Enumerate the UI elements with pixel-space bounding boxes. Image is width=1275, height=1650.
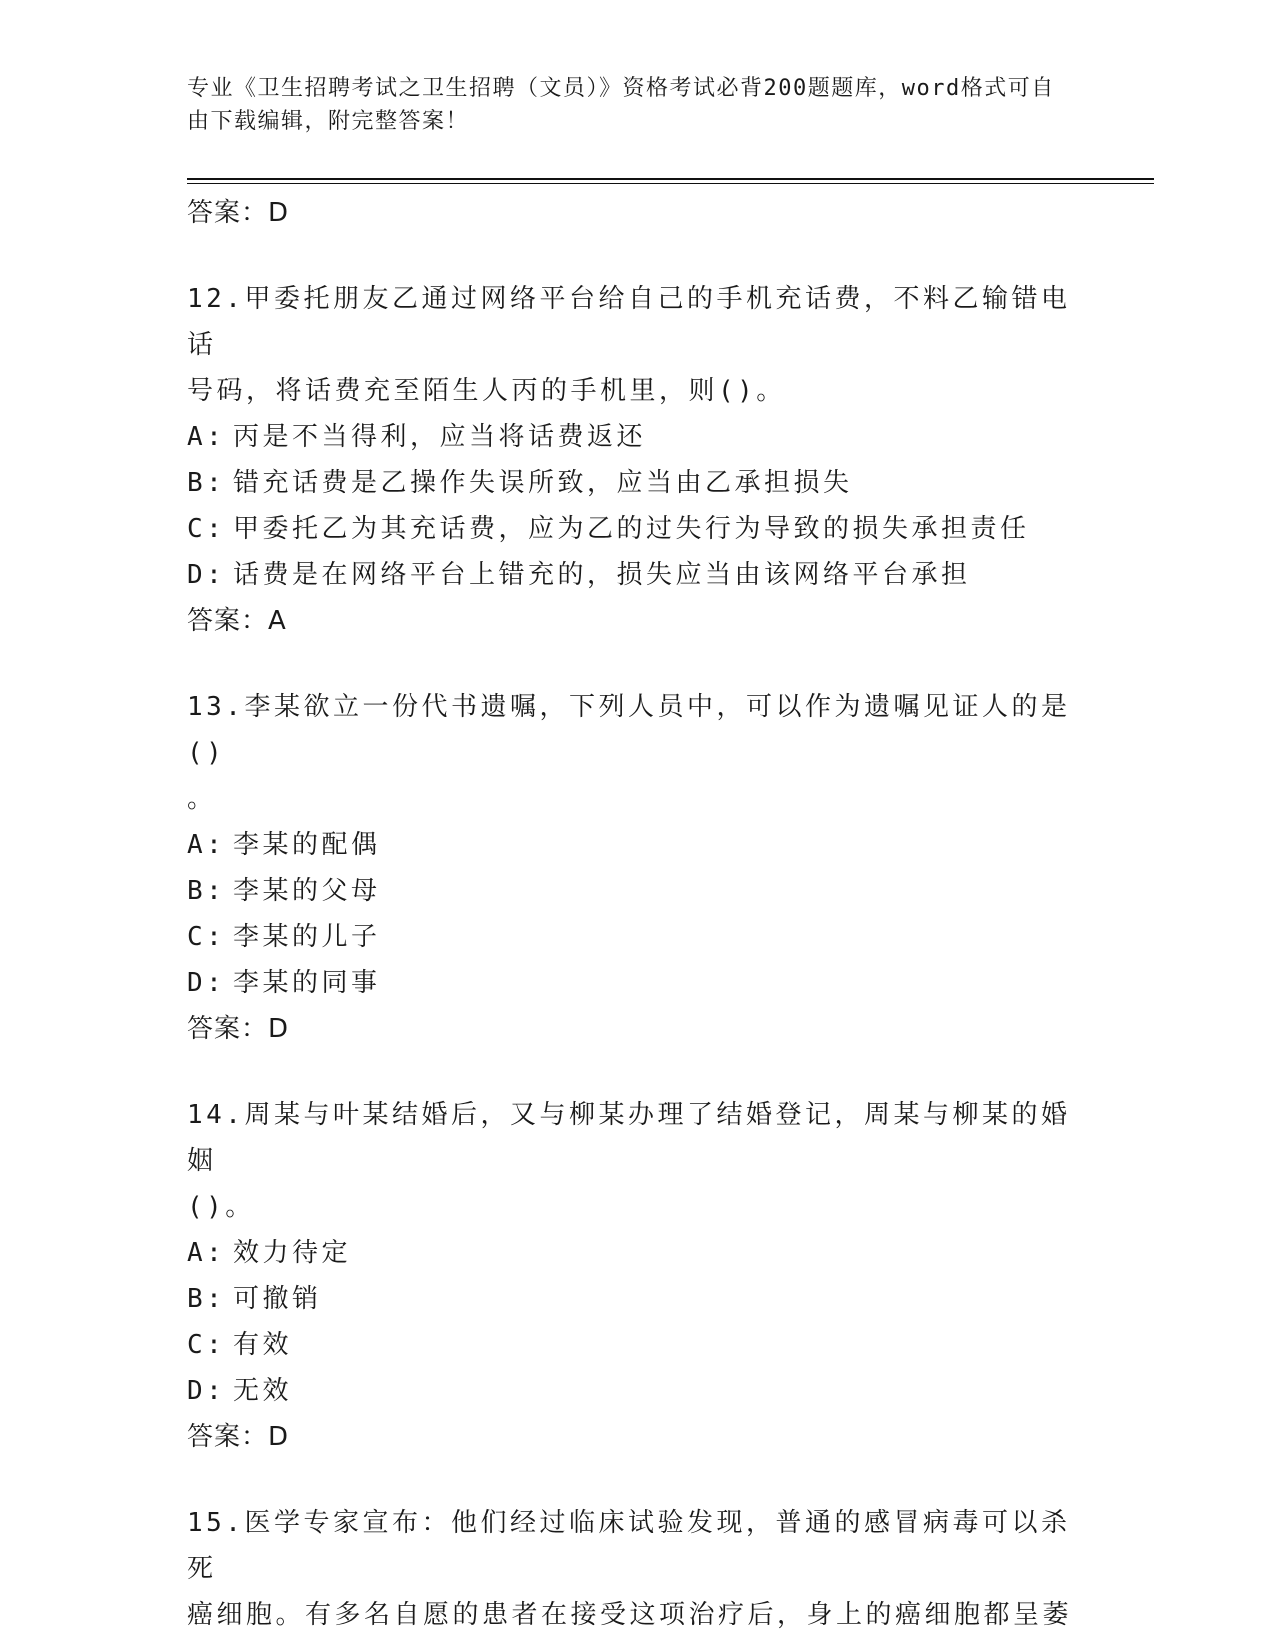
option-text: 可撤销 (233, 1284, 322, 1314)
answer-value: D (268, 1014, 290, 1044)
page-header: 专业《卫生招聘考试之卫生招聘（文员）》资格考试必背200题题库，word格式可自由下载编辑，附完整答案！ (187, 76, 1055, 134)
option-letter: A: (187, 1238, 226, 1268)
question-text-line: 13.李某欲立一份代书遗嘱，下列人员中，可以作为遗嘱见证人的是() (187, 692, 1071, 768)
option-text: 丙是不当得利，应当将话费返还 (233, 422, 647, 452)
answer-label: 答案： (187, 1422, 269, 1452)
answer-line (187, 1006, 1087, 1052)
option-d (187, 552, 1087, 598)
option-c (187, 1322, 1087, 1368)
question-item (187, 1500, 1087, 1638)
option-letter: D: (187, 560, 226, 590)
answer-value: D (268, 1422, 290, 1452)
option-text: 无效 (233, 1376, 293, 1406)
option-letter: C: (187, 1330, 226, 1360)
option-letter: B: (187, 1284, 226, 1314)
answer-value: A (268, 606, 287, 636)
question-item (187, 276, 1087, 644)
option-b (187, 460, 1087, 506)
option-text: 李某的儿子 (233, 922, 381, 952)
option-a (187, 1230, 1087, 1276)
option-letter: D: (187, 1376, 226, 1406)
option-letter: C: (187, 514, 226, 544)
option-a (187, 822, 1087, 868)
question-text-line: 15.医学专家宣布：他们经过临床试验发现，普通的感冒病毒可以杀死 (187, 1508, 1071, 1584)
option-letter: D: (187, 968, 226, 998)
option-b (187, 868, 1087, 914)
option-d (187, 1368, 1087, 1414)
option-text: 效力待定 (233, 1238, 352, 1268)
option-text: 话费是在网络平台上错充的，损失应当由该网络平台承担 (233, 560, 971, 590)
answer-line (187, 1414, 1087, 1460)
answer-label: 答案： (187, 198, 269, 228)
option-d (187, 960, 1087, 1006)
question-text-line: 14.周某与叶某结婚后，又与柳某办理了结婚登记，周某与柳某的婚姻 (187, 1100, 1071, 1176)
header-divider-thick (187, 178, 1154, 180)
answer-value: D (268, 198, 290, 228)
answer-line (187, 190, 1087, 236)
option-b (187, 1276, 1087, 1322)
option-letter: A: (187, 830, 226, 860)
answer-line (187, 598, 1087, 644)
option-text: 李某的配偶 (233, 830, 381, 860)
question-text-line: ()。 (187, 1192, 255, 1222)
question-item (187, 684, 1087, 1052)
option-text: 甲委托乙为其充话费，应为乙的过失行为导致的损失承担责任 (233, 514, 1030, 544)
answer-label: 答案： (187, 606, 269, 636)
header-divider-thin (187, 183, 1154, 184)
question-text-line: 12.甲委托朋友乙通过网络平台给自己的手机充话费，不料乙输错电话 (187, 284, 1071, 360)
option-letter: A: (187, 422, 226, 452)
question-item (187, 1092, 1087, 1460)
option-c (187, 506, 1087, 552)
question-text-line: 。 (187, 784, 217, 814)
option-c (187, 914, 1087, 960)
option-letter: B: (187, 468, 226, 498)
question-text-line: 号码，将话费充至陌生人丙的手机里，则()。 (187, 376, 786, 406)
option-text: 李某的父母 (233, 876, 381, 906)
option-letter: B: (187, 876, 226, 906)
answer-label: 答案： (187, 1014, 269, 1044)
option-a (187, 414, 1087, 460)
option-text: 错充话费是乙操作失误所致，应当由乙承担损失 (233, 468, 853, 498)
question-text-line: 癌细胞。有多名自愿的患者在接受这项治疗后，身上的癌细胞都呈萎 (187, 1600, 1073, 1630)
option-letter: C: (187, 922, 226, 952)
option-text: 有效 (233, 1330, 293, 1360)
question-list (187, 190, 1087, 1638)
option-text: 李某的同事 (233, 968, 381, 998)
